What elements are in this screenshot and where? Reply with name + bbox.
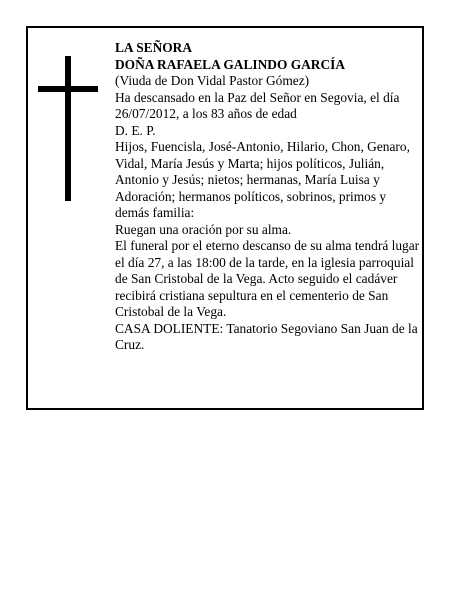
- funeral-details: El funeral por el eterno descanso de su alma tendrá lugar el día 27, a las 18:00 de la tarde, en la iglesia parroquial de San Cristobal de la Vega. Acto seguido el cadáver recibirá cristiana sepultura en el cementerio de San Cristobal de la Vega.: [115, 238, 420, 319]
- deceased-subtitle: (Viuda de Don Vidal Pastor Gómez): [115, 73, 310, 88]
- death-announcement: Ha descansado en la Paz del Señor en Segovia, el día 26/07/2012, a los 83 años de edad: [115, 89, 400, 121]
- family-list: Hijos, Fuencisla, José-Antonio, Hilario, Chon, Genaro, Vidal, María Jesús y Marta; hijos políticos, Julián, Antonio y Jesús; nietos; hermanas, María Luisa y Adoración; hermanos políticos, sobrinos, primos y demás familia:: [115, 139, 410, 220]
- notice-text: [115, 40, 420, 354]
- deceased-name: DOÑA RAFAELA GALINDO GARCÍA: [115, 56, 346, 72]
- obituary-notice: [26, 26, 424, 410]
- notice-heading: LA SEÑORA: [115, 40, 193, 55]
- prayer-request: Ruegan una oración por su alma.: [115, 221, 292, 237]
- cross-vertical-bar: [65, 56, 71, 201]
- cross-horizontal-bar: [38, 86, 98, 92]
- rip-line: D. E. P.: [115, 122, 156, 138]
- cross-icon: [38, 56, 98, 201]
- mourning-house: CASA DOLIENTE: Tanatorio Segoviano San Juan de la Cruz.: [115, 320, 418, 352]
